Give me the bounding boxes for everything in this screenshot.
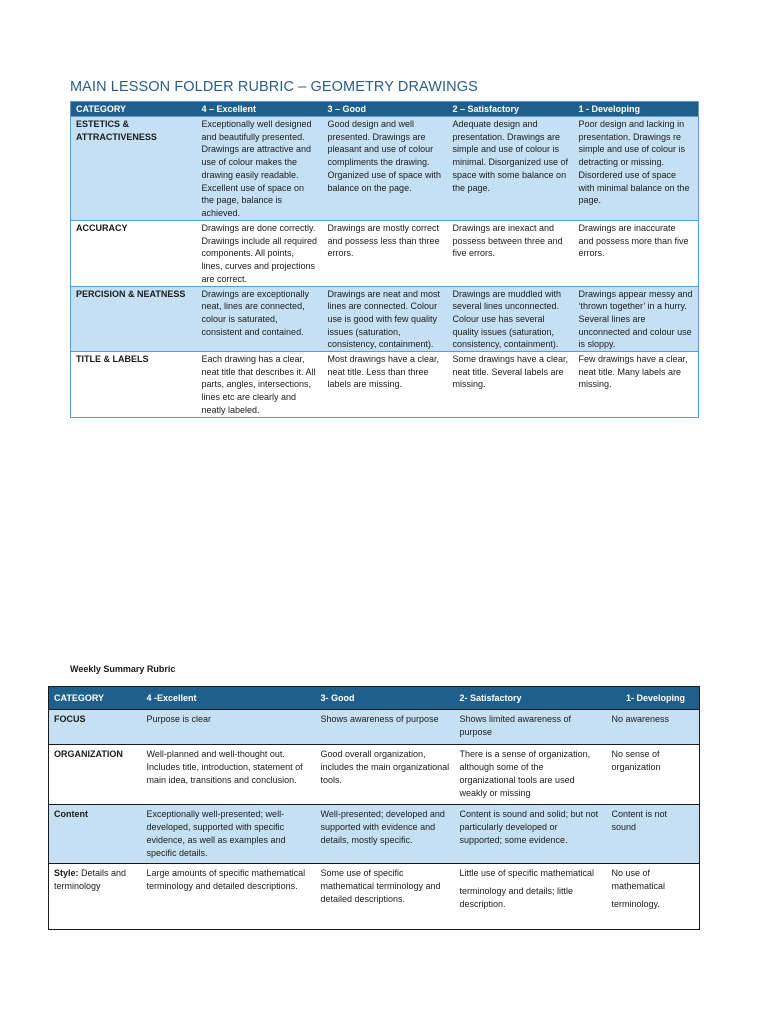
cell-developing: Few drawings have a clear, neat title. Many labels are missing.	[574, 352, 699, 418]
row-category: PERCISION & NEATNESS	[71, 286, 197, 352]
row-category: Content	[49, 805, 142, 864]
header-good: 3- Good	[316, 687, 455, 710]
cell-text-part: terminology.	[611, 899, 660, 909]
cell-good: Drawings are mostly correct and possess less than three errors.	[323, 221, 448, 287]
rubric2-title: Weekly Summary Rubric	[70, 664, 176, 674]
row-category	[49, 864, 142, 930]
table-row	[49, 710, 700, 745]
cell-satisfactory: Drawings are inexact and possess between three and five errors.	[448, 221, 574, 287]
table-row	[49, 745, 700, 805]
cell-text-part: Little use of specific mathematical	[459, 868, 595, 878]
cell-excellent: Each drawing has a clear, neat title that describes it. All parts, angles, intersections, lines etc are clearly and neatly labeled.	[197, 352, 323, 418]
table-row	[49, 805, 700, 864]
table-row	[71, 286, 699, 352]
cell-good: Most drawings have a clear, neat title. Less than three labels are missing.	[323, 352, 448, 418]
geometry-drawings-rubric-table	[70, 101, 699, 418]
cell-satisfactory: There is a sense of organization, although some of the organizational tools are used weakly or missing	[455, 745, 607, 805]
header-category: CATEGORY	[71, 102, 197, 117]
table-header-row	[71, 102, 699, 117]
cell-excellent: Drawings are done correctly. Drawings include all required components. All points, lines, curves and projections are correct.	[197, 221, 323, 287]
cell-excellent: Well-planned and well-thought out. Includes title, introduction, statement of main idea, transitions and conclusion.	[142, 745, 316, 805]
header-developing: 1 - Developing	[574, 102, 699, 117]
cell-developing: Drawings appear messy and ‘thrown together’ in a hurry. Several lines are unconnected and colour use is sloppy.	[574, 286, 699, 352]
row-category: FOCUS	[49, 710, 142, 745]
cell-satisfactory	[455, 864, 607, 930]
cell-developing: No awareness	[607, 710, 700, 745]
table-row	[49, 864, 700, 930]
cell-good: Shows awareness of purpose	[316, 710, 455, 745]
cell-good: Drawings are neat and most lines are connected. Colour use is good with few quality issues (saturation, consistency, containment).	[323, 286, 448, 352]
cell-developing: Content is not sound	[607, 805, 700, 864]
cell-good: Well-presented; developed and supported with evidence and details, mostly specific.	[316, 805, 455, 864]
cell-developing	[607, 864, 700, 930]
header-excellent: 4 -Excellent	[142, 687, 316, 710]
header-good: 3 – Good	[323, 102, 448, 117]
cell-satisfactory: Shows limited awareness of purpose	[455, 710, 607, 745]
cell-satisfactory: Adequate design and presentation. Drawings are simple and use of colour is minimal. Disorganized use of space with some balance on the page.	[448, 117, 574, 221]
cell-satisfactory: Content is sound and solid; but not particularly developed or supported; some evidence.	[455, 805, 607, 864]
table-header-row	[49, 687, 700, 710]
table-row	[71, 221, 699, 287]
row-category: TITLE & LABELS	[71, 352, 197, 418]
header-excellent: 4 – Excellent	[197, 102, 323, 117]
table-row	[71, 352, 699, 418]
cell-text-part: terminology and details; little description.	[459, 886, 574, 909]
cell-satisfactory: Some drawings have a clear, neat title. Several labels are missing.	[448, 352, 574, 418]
header-satisfactory: 2 – Satisfactory	[448, 102, 574, 117]
cell-excellent: Large amounts of specific mathematical terminology and detailed descriptions.	[142, 864, 316, 930]
style-label-detail: Details and terminology	[54, 868, 127, 891]
cell-excellent: Purpose is clear	[142, 710, 316, 745]
cell-good: Good design and well presented. Drawings are pleasant and use of colour compliments the drawing. Organized use of space with balance on the page.	[323, 117, 448, 221]
header-developing: 1- Developing	[607, 687, 700, 710]
cell-good: Good overall organization, includes the main organizational tools.	[316, 745, 455, 805]
cell-excellent: Exceptionally well designed and beautifully presented. Drawings are attractive and use of colour makes the drawing easily readable. Excellent use of space on the page, balance is achieved.	[197, 117, 323, 221]
cell-excellent: Exceptionally well-presented; well-developed, supported with specific evidence, as well as examples and specific details.	[142, 805, 316, 864]
cell-text-part: No use of mathematical	[611, 868, 666, 891]
header-category: CATEGORY	[49, 687, 142, 710]
row-category: ORGANIZATION	[49, 745, 142, 805]
rubric1-title: MAIN LESSON FOLDER RUBRIC – GEOMETRY DRAWINGS	[70, 79, 478, 95]
cell-good: Some use of specific mathematical terminology and detailed descriptions.	[316, 864, 455, 930]
table-row	[71, 117, 699, 221]
header-satisfactory: 2- Satisfactory	[455, 687, 607, 710]
cell-developing: No sense of organization	[607, 745, 700, 805]
weekly-summary-rubric-table	[48, 686, 700, 930]
cell-satisfactory: Drawings are muddled with several lines unconnected. Colour use has several quality issues (saturation, consistency, containment).	[448, 286, 574, 352]
cell-developing: Poor design and lacking in presentation. Drawings re simple and use of colour is detracting or missing. Disordered use of space with minimal balance on the page.	[574, 117, 699, 221]
row-category: ESTETICS & ATTRACTIVENESS	[71, 117, 197, 221]
row-category: ACCURACY	[71, 221, 197, 287]
cell-developing: Drawings are inaccurate and possess more than five errors.	[574, 221, 699, 287]
style-label: Style:	[54, 868, 79, 878]
cell-excellent: Drawings are exceptionally neat, lines are connected, colour is saturated, consistent and contained.	[197, 286, 323, 352]
